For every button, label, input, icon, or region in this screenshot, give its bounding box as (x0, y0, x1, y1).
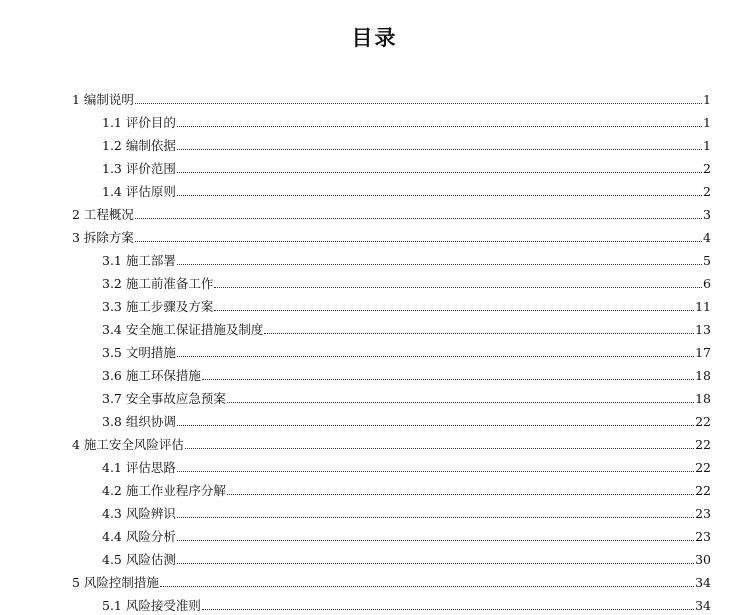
dot-leader (264, 332, 694, 334)
dot-leader (227, 493, 694, 495)
toc-entry-label: 3 拆除方案 (72, 230, 134, 245)
toc-entry-page-number: 17 (695, 345, 711, 360)
dot-leader (135, 102, 702, 104)
toc-entry-page-number: 1 (703, 115, 711, 130)
toc-entry[interactable] (0, 475, 749, 498)
toc-entry-page-number: 18 (695, 391, 711, 406)
toc-entry[interactable] (0, 498, 749, 521)
toc-entry-page-number: 22 (695, 437, 711, 452)
toc-entry-page-number: 3 (703, 207, 711, 222)
toc-entry-page-number: 11 (695, 299, 711, 314)
toc-entry[interactable] (0, 383, 749, 406)
toc-entry-label: 1.2 编制依据 (102, 138, 176, 153)
toc-entry[interactable] (0, 337, 749, 360)
dot-leader (160, 585, 694, 587)
toc-entry-label: 3.5 文明措施 (102, 345, 176, 360)
toc-entry[interactable] (0, 291, 749, 314)
toc-entry-label: 3.2 施工前准备工作 (102, 276, 214, 291)
toc-entry-label: 1.3 评价范围 (102, 161, 176, 176)
toc-entry-page-number: 18 (695, 368, 711, 383)
dot-leader (177, 263, 702, 265)
toc-entry-label: 1 编制说明 (72, 92, 134, 107)
toc-entry-page-number: 2 (703, 161, 711, 176)
dot-leader (177, 516, 694, 518)
dot-leader (135, 240, 702, 242)
toc-entry-label: 3.1 施工部署 (102, 253, 176, 268)
toc-entry-label: 3.8 组织协调 (102, 414, 176, 429)
toc-entry-label: 4.1 评估思路 (102, 460, 176, 475)
toc-entry[interactable] (0, 268, 749, 291)
toc-entry[interactable] (0, 130, 749, 153)
toc-entry-page-number: 13 (695, 322, 711, 337)
toc-entry[interactable] (0, 199, 749, 222)
toc-entry-label: 3.7 安全事故应急预案 (102, 391, 226, 406)
toc-entry[interactable] (0, 406, 749, 429)
toc-entry-page-number: 23 (695, 529, 711, 544)
toc-entry[interactable] (0, 429, 749, 452)
toc-entry-label: 4.2 施工作业程序分解 (102, 483, 226, 498)
toc-entry-label: 3.4 安全施工保证措施及制度 (102, 322, 264, 337)
toc-entry-page-number: 6 (703, 276, 711, 291)
dot-leader (135, 217, 702, 219)
dot-leader (185, 447, 694, 449)
dot-leader (177, 171, 702, 173)
toc-entry[interactable] (0, 567, 749, 590)
toc-entry-label: 3.3 施工步骤及方案 (102, 299, 214, 314)
page-title: 目录 (351, 26, 398, 50)
toc-entry-page-number: 22 (695, 460, 711, 475)
toc-entry-page-number: 22 (695, 483, 711, 498)
toc-entry[interactable] (0, 452, 749, 475)
dot-leader (177, 424, 694, 426)
table-of-contents (0, 84, 749, 613)
toc-entry-label: 4 施工安全风险评估 (72, 437, 184, 452)
toc-entry-label: 1.4 评估原则 (102, 184, 176, 199)
toc-entry-label: 4.3 风险辨识 (102, 506, 176, 521)
dot-leader (177, 148, 702, 150)
toc-entry-label: 5.1 风险接受准则 (102, 598, 201, 613)
toc-entry-label: 4.5 风险估测 (102, 552, 176, 567)
toc-entry-label: 3.6 施工环保措施 (102, 368, 201, 383)
toc-entry-page-number: 1 (703, 92, 711, 107)
toc-entry-page-number: 30 (695, 552, 711, 567)
toc-entry-page-number: 34 (695, 575, 711, 590)
dot-leader (202, 608, 694, 610)
toc-entry[interactable] (0, 590, 749, 613)
dot-leader (214, 286, 702, 288)
toc-entry-page-number: 2 (703, 184, 711, 199)
dot-leader (177, 194, 702, 196)
dot-leader (227, 401, 694, 403)
toc-entry-page-number: 22 (695, 414, 711, 429)
toc-entry-page-number: 5 (703, 253, 711, 268)
dot-leader (214, 309, 694, 311)
toc-entry[interactable] (0, 314, 749, 337)
toc-entry[interactable] (0, 153, 749, 176)
toc-entry[interactable] (0, 521, 749, 544)
dot-leader (202, 378, 694, 380)
dot-leader (177, 125, 702, 127)
toc-entry[interactable] (0, 222, 749, 245)
toc-entry-label: 5 风险控制措施 (72, 575, 159, 590)
toc-entry[interactable] (0, 176, 749, 199)
toc-entry-label: 1.1 评价目的 (102, 115, 176, 130)
toc-entry[interactable] (0, 360, 749, 383)
toc-entry-page-number: 4 (703, 230, 711, 245)
dot-leader (177, 562, 694, 564)
dot-leader (177, 539, 694, 541)
toc-entry-page-number: 23 (695, 506, 711, 521)
toc-entry[interactable] (0, 544, 749, 567)
toc-entry[interactable] (0, 245, 749, 268)
toc-entry[interactable] (0, 84, 749, 107)
dot-leader (177, 355, 694, 357)
toc-entry-label: 2 工程概况 (72, 207, 134, 222)
toc-entry-page-number: 34 (695, 598, 711, 613)
toc-entry-page-number: 1 (703, 138, 711, 153)
toc-entry[interactable] (0, 107, 749, 130)
dot-leader (177, 470, 694, 472)
toc-entry-label: 4.4 风险分析 (102, 529, 176, 544)
